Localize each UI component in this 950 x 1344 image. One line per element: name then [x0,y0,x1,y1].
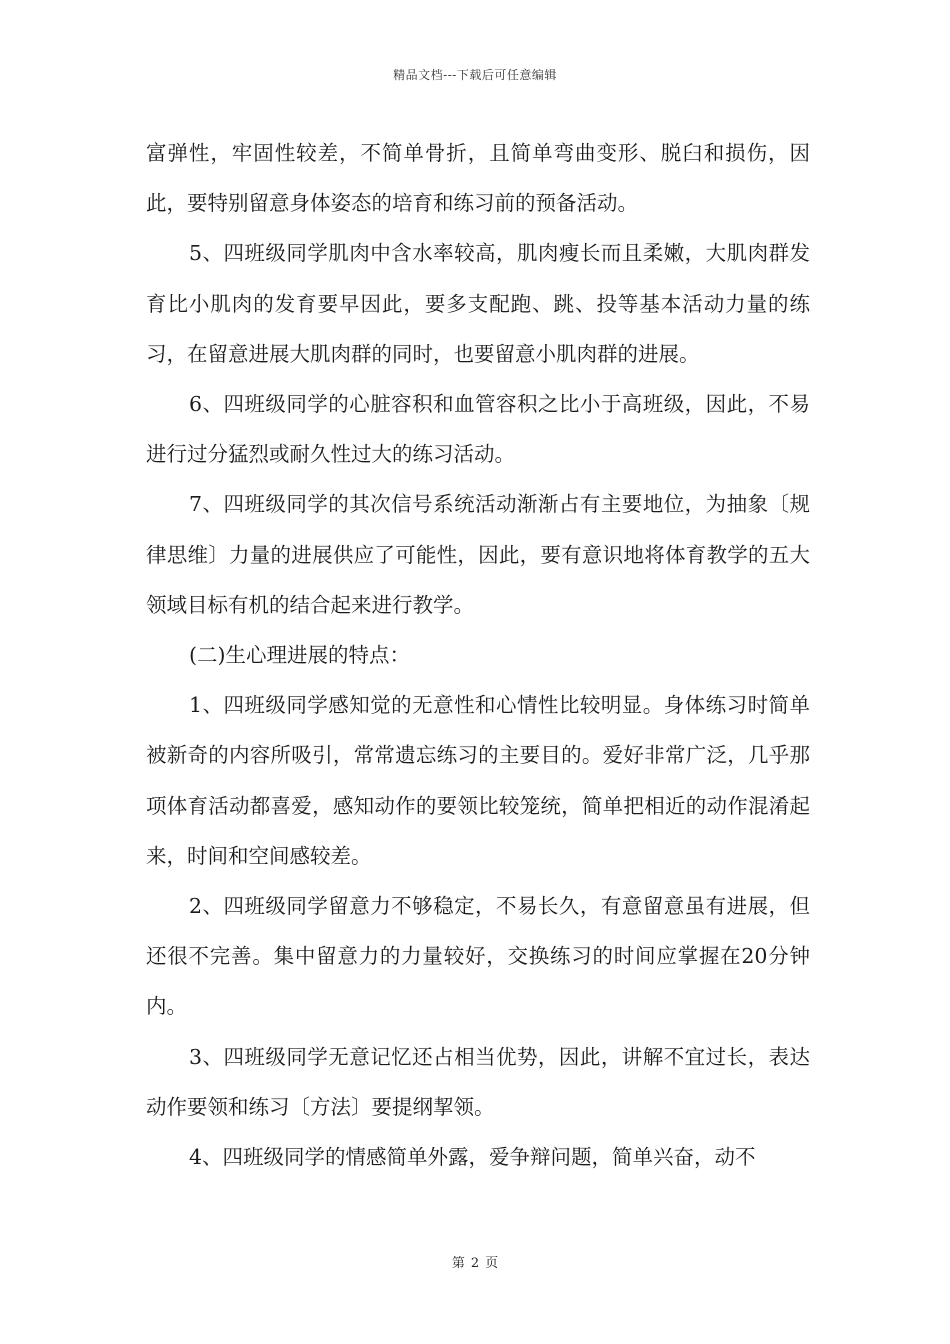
paragraph: 3、四班级同学无意记忆还占相当优势，因此，讲解不宜过长，表达动作要领和练习〔方法〕要提纲挈领。 [146,1044,810,1119]
page-header: 精品文档---下载后可任意编辑 [393,68,557,82]
paragraph: 1、四班级同学感知觉的无意性和心情性比较明显。身体练习时简单被新奇的内容所吸引，常常遗忘练习的主要目的。爱好非常广泛，几乎那项体育活动都喜爱，感知动作的要领比较笼统，简单把相近的动作混淆起来，时间和空间感较差。 [146,693,810,868]
paragraph: 富弹性，牢固性较差，不简单骨折，且简单弯曲变形、脱臼和损伤，因此，要特别留意身体姿态的培育和练习前的预备活动。 [146,141,810,216]
page-footer [0,1252,950,1271]
paragraph: 5、四班级同学肌肉中含水率较高，肌肉瘦长而且柔嫩，大肌肉群发育比小肌肉的发育要早因此，要多支配跑、跳、投等基本活动力量的练习，在留意进展大肌肉群的同时，也要留意小肌肉群的进展。 [146,241,810,366]
paragraph: 7、四班级同学的其次信号系统活动渐渐占有主要地位，为抽象〔规律思维〕力量的进展供应了可能性，因此，要有意识地将体育教学的五大领域目标有机的结合起来进行教学。 [146,492,810,617]
document-body [146,128,810,1182]
page-number: 2 [470,1256,480,1271]
page-number-suffix: 页 [485,1256,499,1271]
paragraph: 4、四班级同学的情感简单外露，爱争辩问题，简单兴奋，动不 [189,1145,756,1170]
paragraph: 2、四班级同学留意力不够稳定，不易长久，有意留意虽有进展，但还很不完善。集中留意力的力量较好，交换练习的时间应掌握在20分钟内。 [146,894,810,1019]
section-heading: (二)生心理进展的特点： [189,643,410,668]
page-number-prefix: 第 [451,1256,465,1271]
paragraph: 6、四班级同学的心脏容积和血管容积之比小于高班级，因此，不易进行过分猛烈或耐久性过大的练习活动。 [146,392,810,467]
